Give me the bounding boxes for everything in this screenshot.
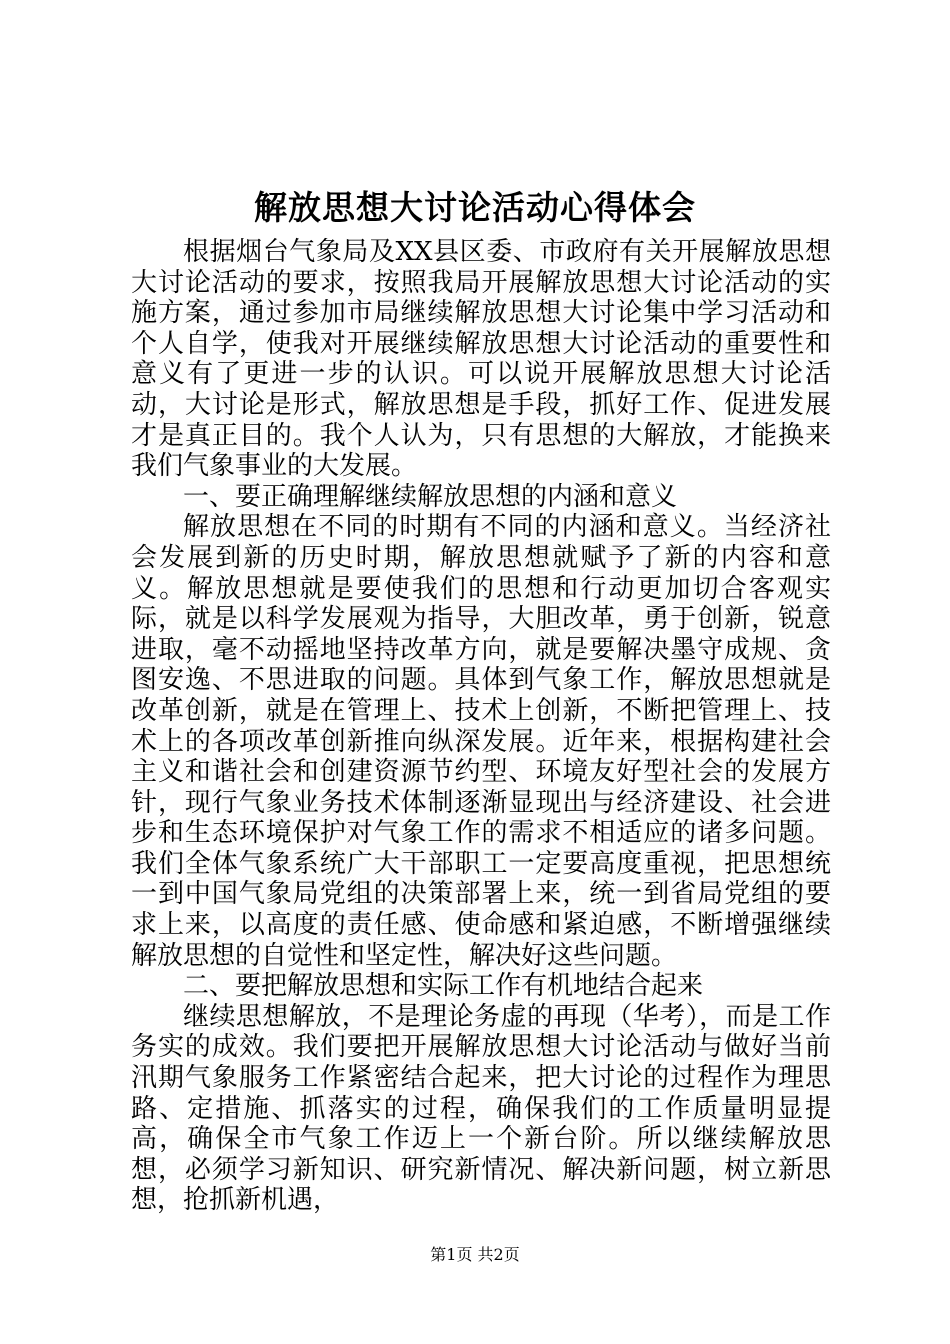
page-footer: 第1页 共2页 [430,1245,520,1264]
paragraph-intro: 根据烟台气象局及XX县区委、市政府有关开展解放思想大讨论活动的要求，按照我局开展解放思想大讨论活动的实施方案，通过参加市局继续解放思想大讨论集中学习活动和个人自学，使我对开展继续解放思想大讨论活动的重要性和意义有了更进一步的认识。可以说开展解放思想大讨论活动，大讨论是形式，解放思想是手段，抓好工作、促进发展才是真正目的。我个人认为，只有思想的大解放，才能换来我们气象事业的大发展。 [131,237,831,482]
paragraph-section-2: 继续思想解放，不是理论务虚的再现（华考），而是工作务实的成效。我们要把开展解放思想大讨论活动与做好当前汛期气象服务工作紧密结合起来，把大讨论的过程作为理思路、定措施、抓落实的过程，确保我们的工作质量明显提高，确保全市气象工作迈上一个新台阶。所以继续解放思想，必须学习新知识、研究新情况、解决新问题，树立新思想，抢抓新机遇， [131,1001,831,1216]
paragraph-section-1: 解放思想在不同的时期有不同的内涵和意义。当经济社会发展到新的历史时期，解放思想就赋予了新的内容和意义。解放思想就是要使我们的思想和行动更加切合客观实际，就是以科学发展观为指导，大胆改革，勇于创新，锐意进取，毫不动摇地坚持改革方向，就是要解决墨守成规、贪图安逸、不思进取的问题。具体到气象工作，解放思想就是改革创新，就是在管理上、技术上创新，不断把管理上、技术上的各项改革创新推向纵深发展。近年来，根据构建社会主义和谐社会和创建资源节约型、环境友好型社会的发展方针，现行气象业务技术体制逐渐显现出与经济建设、社会进步和生态环境保护对气象工作的需求不相适应的诸多问题。我们全体气象系统广大干部职工一定要高度重视，把思想统一到中国气象局党组的决策部署上来，统一到省局党组的要求上来，以高度的责任感、使命感和紧迫感，不断增强继续解放思想的自觉性和坚定性，解决好这些问题。 [131,512,831,971]
section-heading-1: 一、要正确理解继续解放思想的内涵和意义 [183,481,678,512]
document-body [131,237,831,1216]
document-title: 解放思想大讨论活动心得体会 [254,188,696,227]
section-heading-2: 二、要把解放思想和实际工作有机地结合起来 [183,971,704,1002]
